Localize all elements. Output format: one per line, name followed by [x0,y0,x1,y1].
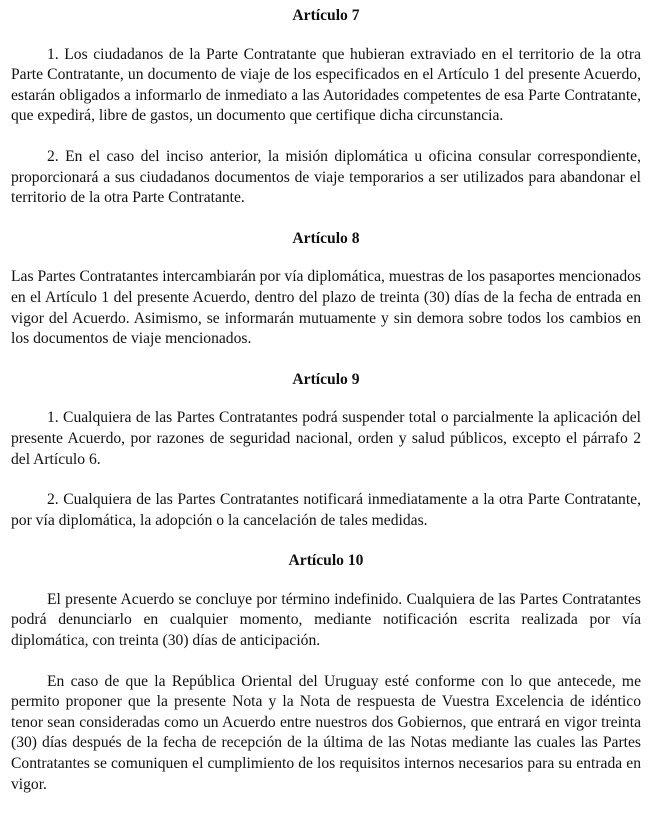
article-8-paragraph-1: Las Partes Contratantes intercambiarán por vía diplomática, muestras de los pasaportes mencionados en el Artículo 1 del presente Acuerdo, dentro del plazo de treinta (30) días de la fecha de entrada en vigor del Acuerdo. Asimismo, se informarán mutuamente y sin demora sobre todos los cambios en los documentos de viaje mencionados. [11,268,641,348]
article-10-paragraph-2: En caso de que la República Oriental del Uruguay esté conforme con lo que antecede, me permito proponer que la presente Nota y la Nota de respuesta de Vuestra Excelencia de idéntico tenor sean consideradas como un Acuerdo entre nuestros dos Gobiernos, que entrará en vigor treinta (30) días después de la fecha de recepción de la última de las Notas mediante las cuales las Partes Contratantes se comuniquen el cumplimiento de los requisitos internos necesarios para su entrada en vigor. [11,672,641,793]
article-7-paragraph-2: 2. En el caso del inciso anterior, la misión diplomática u oficina consular correspondiente, proporcionará a sus ciudadanos documentos de viaje temporarios a ser utilizados para abandonar el territorio de la otra Parte Contratante. [11,147,641,207]
article-10-paragraph-1: El presente Acuerdo se concluye por término indefinido. Cualquiera de las Partes Contratantes podrá denunciarlo en cualquier momento, mediante notificación escrita realizada por vía diplomática, con treinta (30) días de anticipación. [11,590,641,650]
article-8 [11,229,641,350]
article-9 [11,370,641,532]
article-8-heading: Artículo 8 [292,229,360,247]
article-7 [11,6,641,209]
article-9-paragraph-2: 2. Cualquiera de las Partes Contratantes notificará inmediatamente a la otra Parte Contratante, por vía diplomática, la adopción o la cancelación de tales medidas. [11,491,641,529]
article-10 [11,551,641,795]
article-9-heading: Artículo 9 [292,370,360,388]
document-page [11,6,641,795]
article-10-heading: Artículo 10 [288,552,364,570]
article-7-paragraph-1: 1. Los ciudadanos de la Parte Contratante que hubieran extraviado en el territorio de la otra Parte Contratante, un documento de viaje de los especificados en el Artículo 1 del presente Acuerdo, estarán obligados a informarlo de inmediato a las Autoridades competentes de esa Parte Contratante, que expedirá, libre de gastos, un documento que certifique dicha circunstancia. [11,45,641,125]
article-7-heading: Artículo 7 [292,7,360,24]
article-9-paragraph-1: 1. Cualquiera de las Partes Contratantes podrá suspender total o parcialmente la aplicación del presente Acuerdo, por razones de seguridad nacional, orden y salud públicos, excepto el párrafo 2 del Artículo 6. [11,409,641,468]
